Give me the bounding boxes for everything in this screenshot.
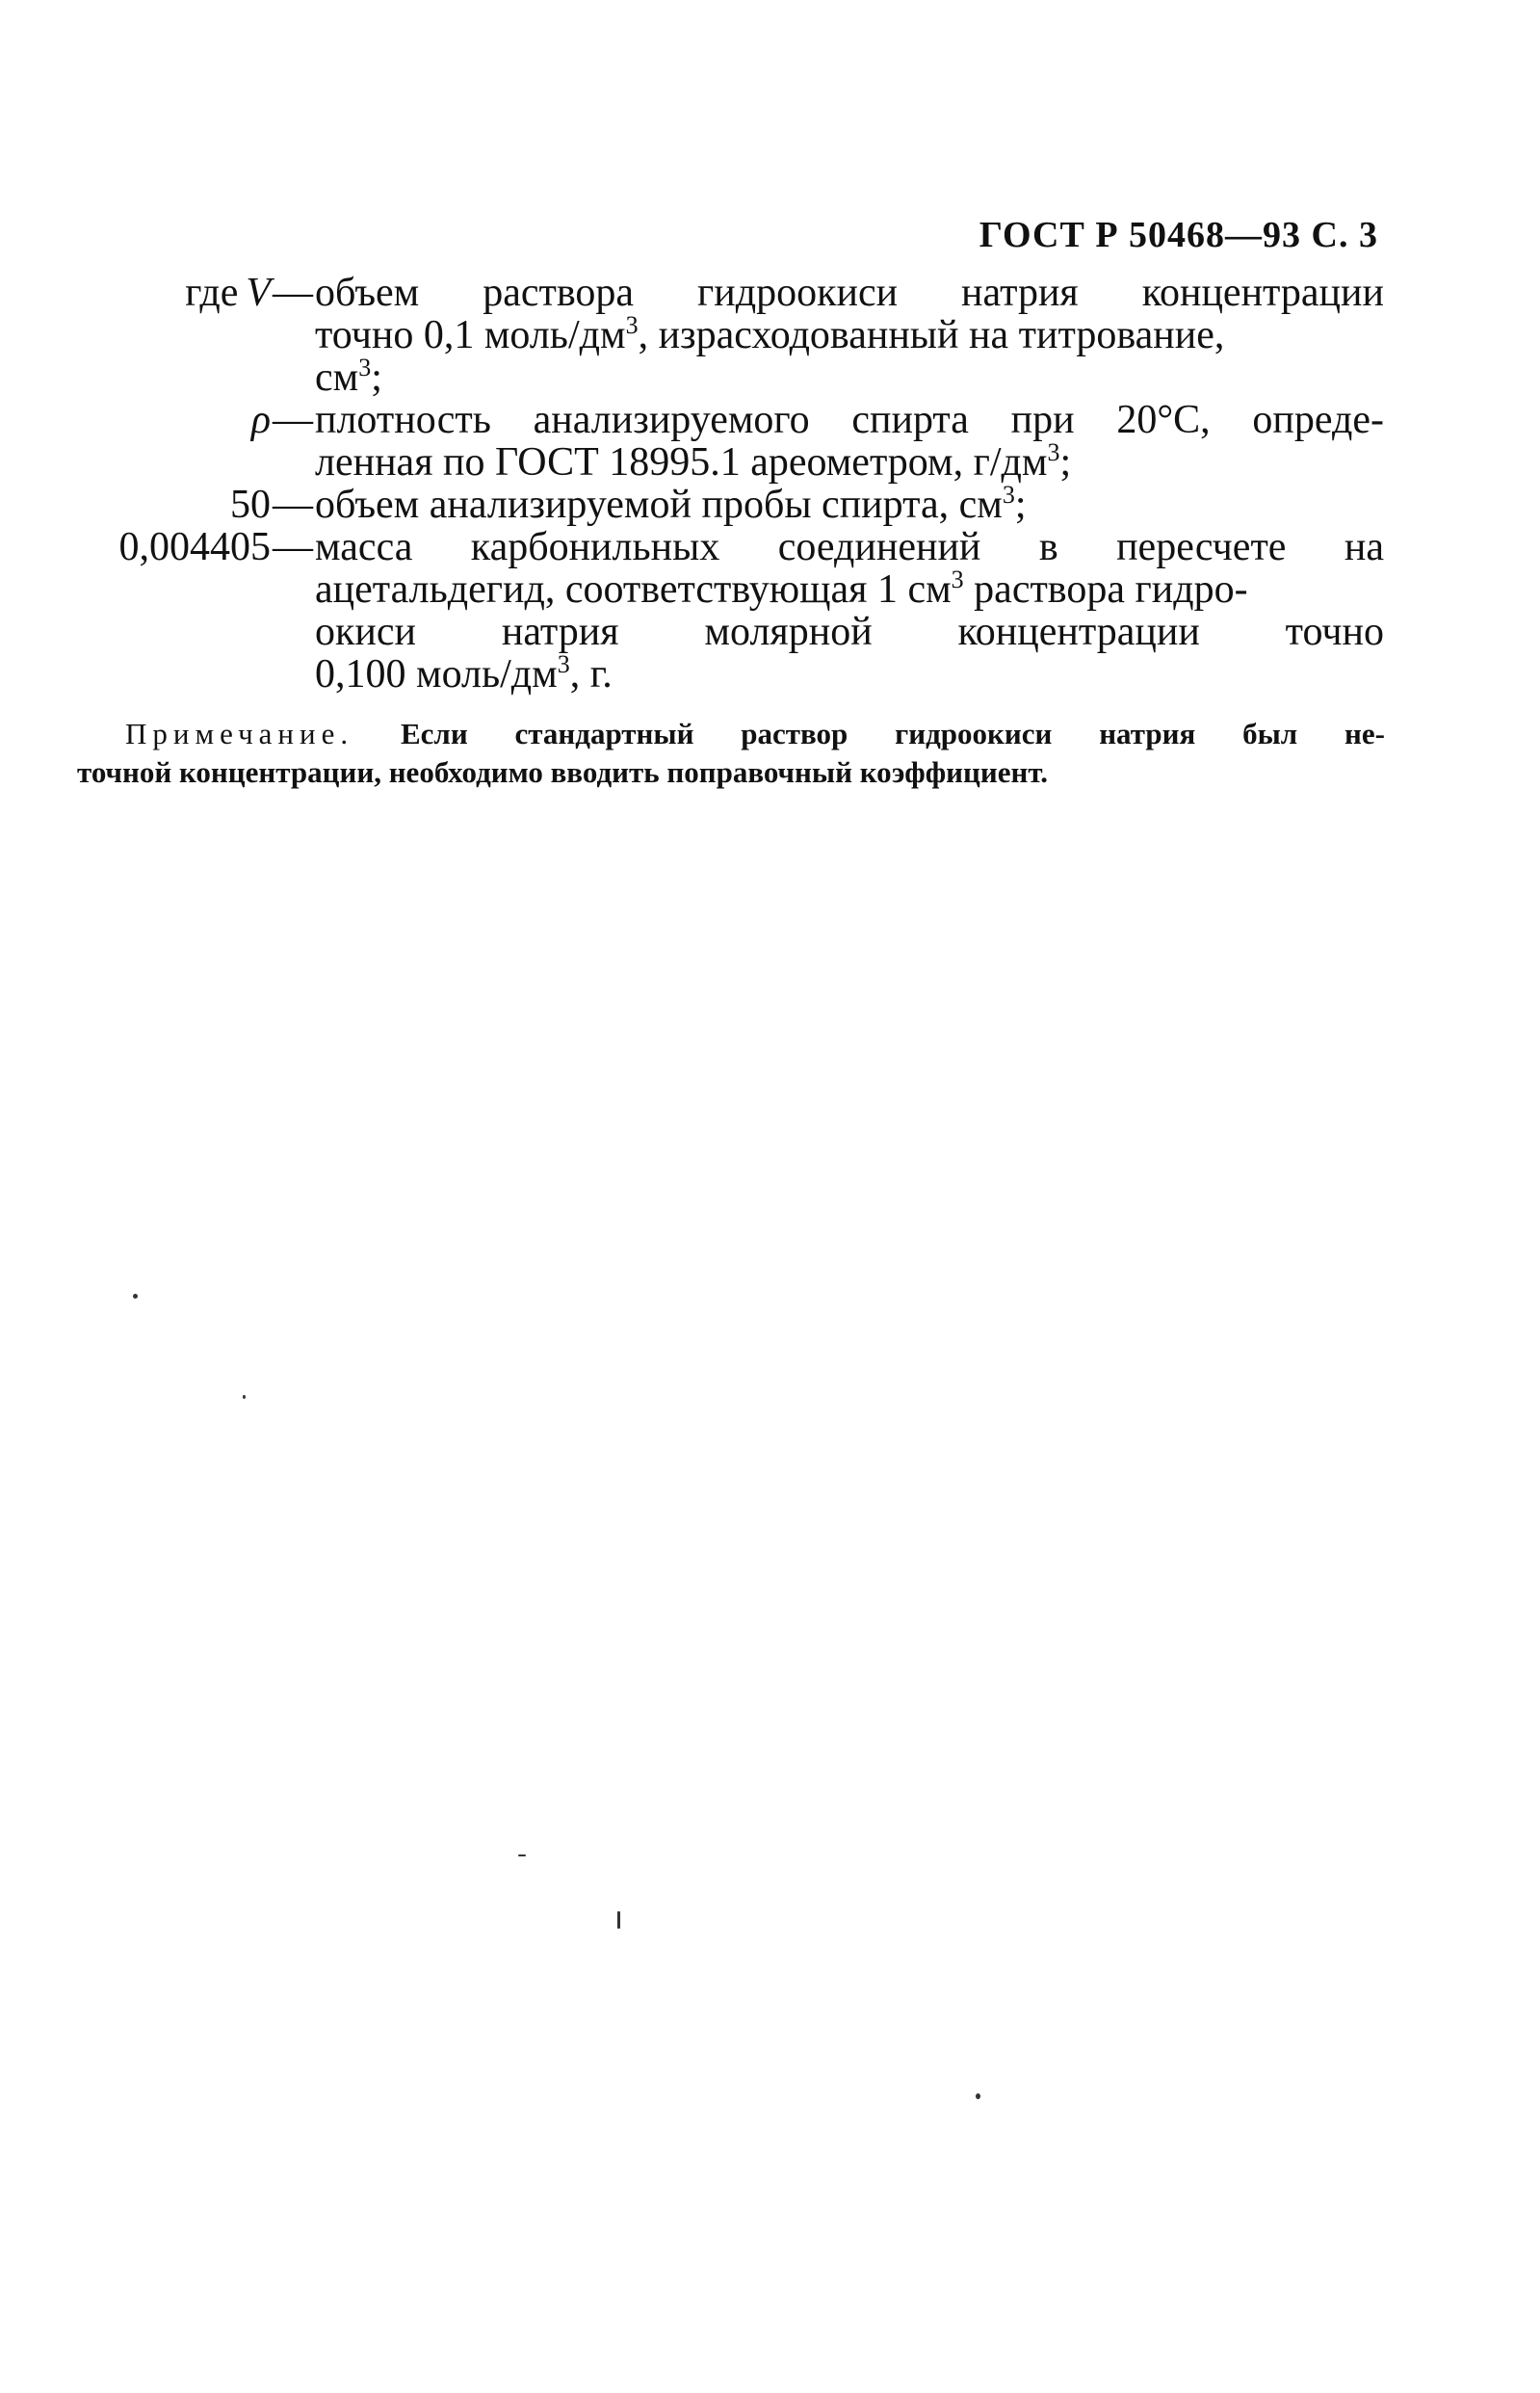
document-reference: ГОСТ Р 50468—93 С. 3 (979, 215, 1378, 255)
page-header (979, 214, 1378, 256)
definition-text (313, 526, 1384, 696)
definition-term (0, 484, 313, 526)
definition-term (0, 272, 313, 314)
note-block (77, 715, 1385, 792)
definition-line: плотность анализируемого спирта при 20°С, опреде- (315, 398, 1384, 442)
definition-line: 0,100 моль/$дм^3$, г. (315, 650, 613, 697)
term-symbol: V (246, 271, 271, 315)
definition-line: ацетальдегид, соответствующая 1 $см^3$ раствора гидро- (315, 565, 1248, 612)
scan-speck (518, 1854, 526, 1856)
definition-text (313, 481, 1384, 527)
note-line: точной концентрации, необходимо вводить поправочный коэффициент. (77, 755, 1048, 789)
definition-line: объем раствора гидроокиси натрия концентрации (315, 271, 1384, 315)
definition-term (0, 399, 313, 441)
term-symbol: 0,004405 (118, 525, 271, 569)
term-symbol: ρ (250, 398, 271, 442)
definition-term (0, 526, 313, 568)
definition-line: $см^3$; (315, 354, 382, 400)
term-lead: где (185, 271, 239, 315)
term-dash: — (273, 398, 313, 442)
definition-line: точно 0,1 моль/$дм^3$, израсходованный на титрование, (315, 311, 1225, 357)
scan-speck (976, 2093, 980, 2099)
definition-0-004405 (0, 526, 1540, 696)
definitions-list (0, 272, 1540, 696)
definition-line: масса карбонильных соединений в пересчете на (315, 525, 1384, 569)
note-text: Если стандартный раствор гидроокиси натрия был не- (400, 717, 1385, 750)
definition-text (313, 272, 1384, 399)
scan-speck (617, 1911, 620, 1929)
term-dash: — (273, 483, 313, 527)
definition-line: объем анализируемой пробы спирта, $см^3$; (315, 481, 1027, 527)
term-symbol: 50 (230, 483, 271, 527)
definition-line: ленная по ГОСТ 18995.1 ареометром, $г/дм^3$; (315, 438, 1072, 485)
definition-rho (0, 399, 1540, 484)
definition-text (313, 399, 1384, 484)
scan-speck (133, 1294, 138, 1299)
term-dash: — (273, 271, 313, 315)
term-dash: — (273, 525, 313, 569)
note-label: Примечание. (125, 717, 354, 750)
definition-v (0, 272, 1540, 399)
definition-50 (0, 481, 1540, 527)
note-line (77, 715, 1385, 753)
scan-speck (243, 1395, 246, 1399)
definition-line: окиси натрия молярной концентрации точно (315, 610, 1384, 654)
